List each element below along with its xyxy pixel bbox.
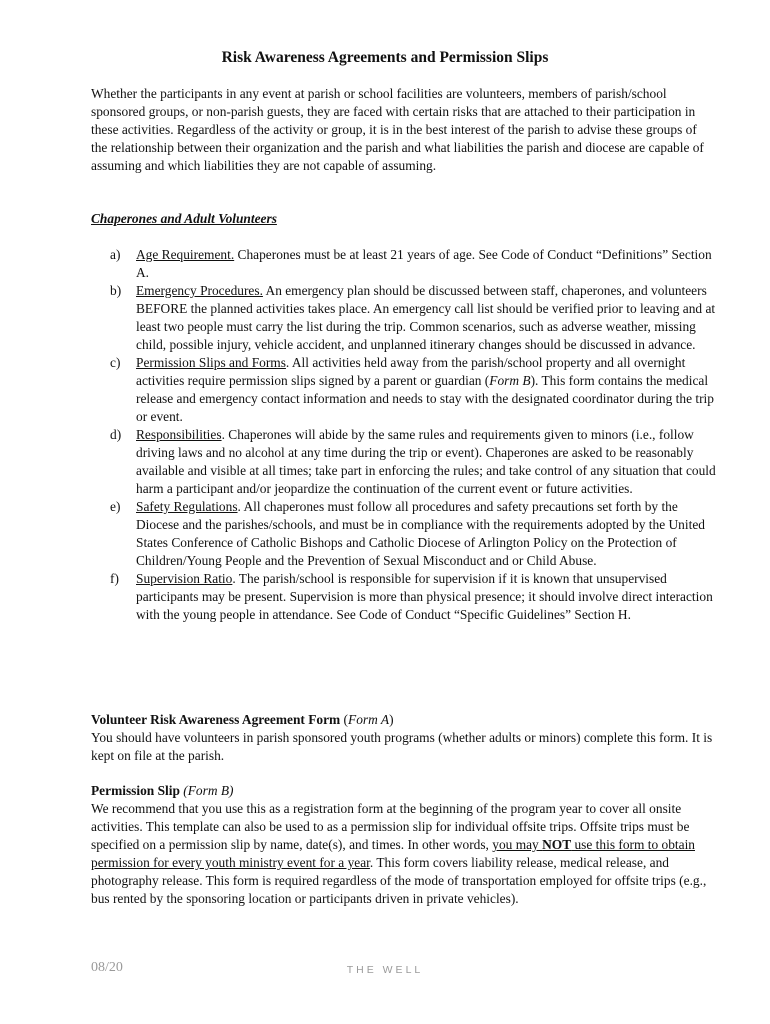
form-b-body: We recommend that you use this as a registration form at the beginning of the program year to cover all onsite activities. This template can also be used to as a permission slip for individual offsite trips. Offsite trips must be specified on a permission slip by name, date(s), and times. In other words,	[91, 801, 690, 852]
list-marker: b)	[110, 283, 122, 298]
chaperone-requirements-list	[0, 246, 770, 624]
form-b-warning-part-2: use this form to obtain permission for every youth ministry event for a year	[91, 837, 695, 870]
form-a-body: You should have volunteers in parish sponsored youth programs (whether adults or minors) complete this form. It is kept on file at the parish.	[91, 730, 713, 763]
list-marker: a)	[110, 247, 121, 262]
item-text: . All activities held away from the parish/school property and all overnight activities require permission slips signed by a parent or guardian (	[136, 355, 686, 388]
item-term: Age Requirement.	[136, 247, 235, 262]
item-text: . Chaperones will abide by the same rules and requirements given to minors (i.e., follow driving laws and no alcohol at any time during the trip or event). Chaperones are asked to be reasonably available and visible at all times; take part in enforcing the rules; and take control of any situation that could harm a participant and/or jeopardize the continuation of the current event or future activities.	[136, 427, 716, 496]
item-term: Emergency Procedures.	[136, 283, 263, 298]
footer-date: 08/20	[91, 960, 123, 975]
form-a-label: Form A	[348, 712, 390, 727]
list-marker: f)	[110, 571, 119, 586]
item-term: Permission Slips and Forms	[136, 355, 286, 370]
item-text: . The parish/school is responsible for supervision if it is known that unsupervised participants may be present. Supervision is more than physical presence; it should involve direct interaction with the young people in attendance. See Code of Conduct “Specific Guidelines” Section H.	[136, 571, 713, 622]
page-title: Risk Awareness Agreements and Permission Slips	[221, 49, 549, 66]
form-a-heading: Volunteer Risk Awareness Agreement Form	[91, 712, 341, 727]
footer-brand: THE WELL	[346, 964, 424, 976]
item-text: Chaperones must be at least 21 years of age. See Code of Conduct “Definitions” Section A.	[136, 247, 712, 280]
chaperones-heading: Chaperones and Adult Volunteers	[91, 211, 277, 226]
form-b-heading: Permission Slip	[91, 783, 180, 798]
form-b-warning-part-1: you may	[492, 837, 543, 852]
form-a-paren-close: )	[389, 712, 394, 727]
item-term: Safety Regulations	[136, 499, 238, 514]
form-b-section	[91, 782, 716, 908]
list-marker: e)	[110, 499, 121, 514]
item-term: Supervision Ratio	[136, 571, 233, 586]
list-marker: c)	[110, 355, 121, 370]
list-item-supervision-ratio	[0, 570, 716, 624]
list-item-responsibilities	[0, 426, 716, 498]
list-item-permission-slips	[0, 354, 716, 426]
list-item-emergency-procedures	[0, 282, 716, 354]
item-text: An emergency plan should be discussed between staff, chaperones, and volunteers BEFORE the planned activities takes place. An emergency call list should be verified prior to leaving and at least two people must carry the list during the trip. Common scenarios, such as adverse weather, missing child, possible injury, vehicle accident, and unplanned itinerary changes should be discussed in advance.	[136, 283, 716, 352]
form-b-label: (Form B)	[179, 783, 234, 798]
form-b-body-end: . This form covers liability release, medical release, and photography release. This form is required regardless of the mode of transportation employed for offsite trips (e.g., bus rented by the sponsoring location or participants driven in private vehicles).	[91, 855, 707, 906]
form-a-paren-open: (	[340, 712, 349, 727]
form-a-section	[91, 711, 716, 765]
list-item-age-requirement	[0, 246, 716, 282]
item-text-end: ). This form contains the medical release and emergency contact information and needs to stay with the designated coordinator during the trip or event.	[136, 373, 714, 424]
item-text: . All chaperones must follow all procedures and safety precautions set forth by the Diocese and the parishes/schools, and must be in compliance with the requirements adopted by the United States Conference of Catholic Bishops and Catholic Diocese of Arlington Policy on the Protection of Children/Young People and the Prevention of Sexual Misconduct and or Child Abuse.	[136, 499, 705, 568]
item-form-reference: Form B	[489, 373, 531, 388]
intro-paragraph: Whether the participants in any event at parish or school facilities are volunteers, members of parish/school sponsored groups, or non-parish guests, they are faced with certain risks that are attached to their participation in these activities. Regardless of the activity or group, it is in the best interest of the parish to advise these groups of the relationship between their organization and the parish and what liabilities the parish and diocese are capable of assuming and which liabilities they are not capable of assuming.	[91, 86, 704, 173]
list-marker: d)	[110, 427, 122, 442]
form-b-warning-not: NOT	[542, 837, 572, 852]
item-term: Responsibilities	[136, 427, 222, 442]
list-item-safety-regulations	[0, 498, 716, 570]
